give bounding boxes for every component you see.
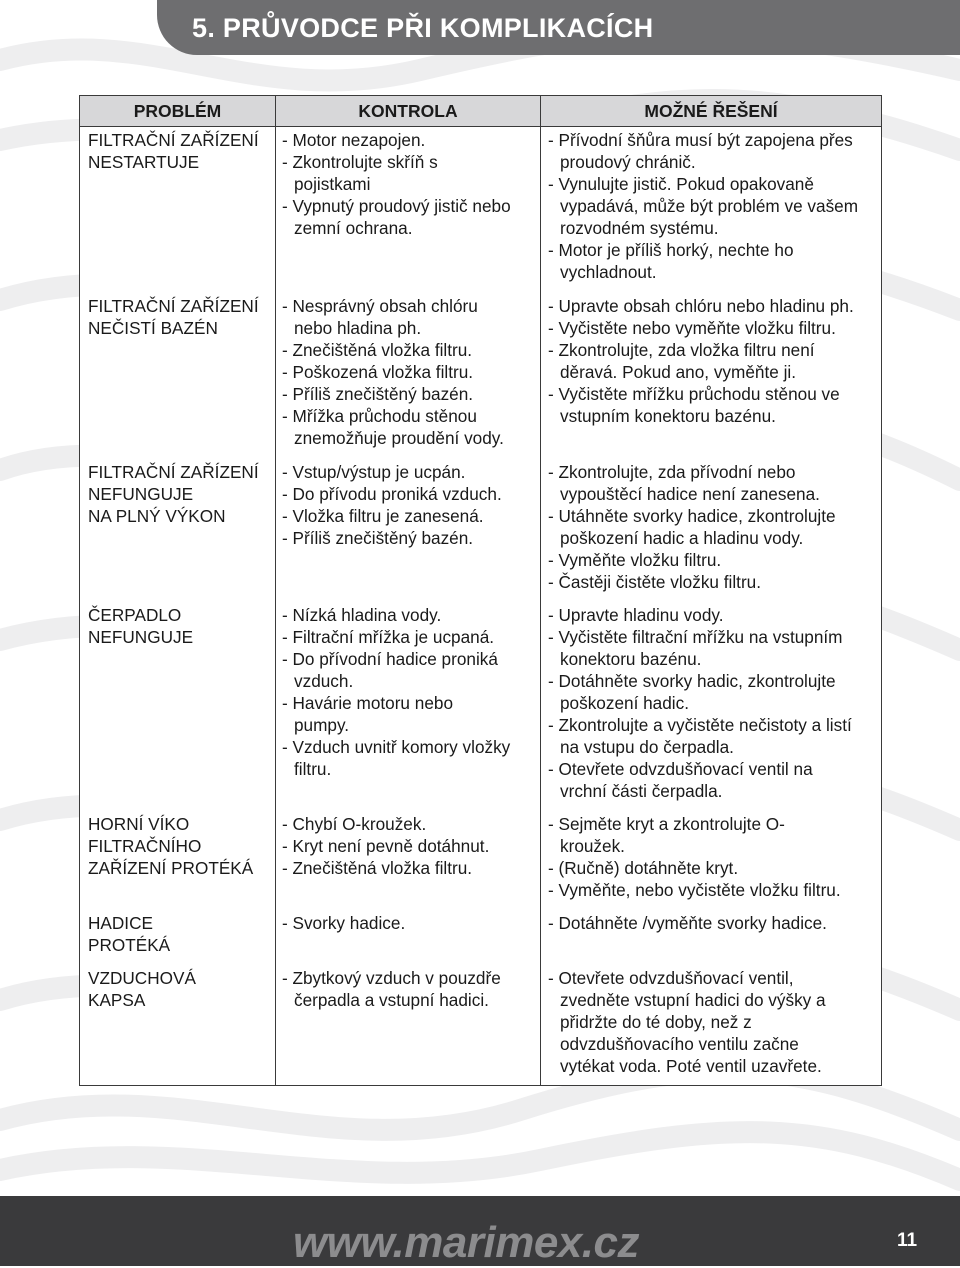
solution-item: - Zkontrolujte, zda přívodní nebo vypouštěcí hadice není zanesena. bbox=[548, 461, 820, 504]
solution-item: - (Ručně) dotáhněte kryt. bbox=[548, 857, 739, 878]
problem-line: HORNÍ VÍKO bbox=[88, 813, 190, 834]
check-item: - Do přívodu proniká vzduch. bbox=[282, 483, 502, 504]
check-cell bbox=[276, 127, 541, 293]
problem-line: FILTRAČNÍ ZAŘÍZENÍ bbox=[88, 461, 259, 482]
check-cell bbox=[276, 965, 541, 1086]
check-item: - Znečištěná vložka filtru. bbox=[282, 857, 473, 878]
solution-item: - Dotáhněte svorky hadic, zkontrolujte poškození hadic. bbox=[548, 670, 836, 713]
check-item: - Motor nezapojen. bbox=[282, 130, 426, 150]
solution-item: - Vyčistěte filtrační mřížku na vstupním konektoru bazénu. bbox=[548, 626, 843, 669]
check-cell bbox=[276, 811, 541, 910]
column-header-solution: MOŽNÉ ŘEŠENÍ bbox=[541, 96, 882, 127]
problem-line: FILTRAČNÍHO bbox=[88, 835, 202, 856]
solution-item: - Otevřete odvzdušňovací ventil, zvedněte vstupní hadici do výšky a přidržte do té doby, než z odvzdušňovacího ventilu začne vytékat voda. Poté ventil uzavřete. bbox=[548, 967, 826, 1076]
problem-line: FILTRAČNÍ ZAŘÍZENÍ bbox=[88, 295, 259, 316]
solution-item: - Sejměte kryt a zkontrolujte O-kroužek. bbox=[548, 813, 785, 856]
solution-item: - Zkontrolujte, zda vložka filtru není děravá. Pokud ano, vyměňte ji. bbox=[548, 339, 815, 382]
problem-cell bbox=[80, 965, 276, 1086]
solution-item: - Otevřete odvzdušňovací ventil na vrchní části čerpadla. bbox=[548, 758, 813, 801]
problem-line: KAPSA bbox=[88, 989, 146, 1010]
check-item: - Zbytkový vzduch v pouzdře čerpadla a vstupní hadici. bbox=[282, 967, 501, 1010]
page-title: 5. PRŮVODCE PŘI KOMPLIKACÍCH bbox=[192, 13, 654, 43]
column-header-problem: PROBLÉM bbox=[80, 96, 276, 127]
problem-cell bbox=[80, 910, 276, 965]
check-item: - Zkontrolujte skříň s pojistkami bbox=[282, 152, 438, 194]
troubleshooting-table bbox=[79, 95, 882, 1086]
check-item: - Znečištěná vložka filtru. bbox=[282, 339, 473, 360]
solution-item: - Motor je příliš horký, nechte ho vychladnout. bbox=[548, 240, 794, 282]
check-item: - Filtrační mřížka je ucpaná. bbox=[282, 626, 495, 647]
check-item: - Příliš znečištěný bazén. bbox=[282, 527, 474, 548]
solution-item: - Vynulujte jistič. Pokud opakovaně vypadává, může být problém ve vašem rozvodném systému. bbox=[548, 174, 859, 238]
table-row bbox=[80, 293, 882, 459]
check-cell bbox=[276, 910, 541, 965]
check-cell bbox=[276, 459, 541, 602]
problem-line: NEFUNGUJE bbox=[88, 483, 194, 504]
check-item: - Svorky hadice. bbox=[282, 912, 406, 933]
problem-cell bbox=[80, 127, 276, 293]
table-row bbox=[80, 602, 882, 811]
problem-cell bbox=[80, 293, 276, 459]
problem-line: ZAŘÍZENÍ PROTÉKÁ bbox=[88, 857, 254, 878]
solution-item: - Utáhněte svorky hadice, zkontrolujte poškození hadic a hladinu vody. bbox=[548, 505, 836, 548]
problem-cell bbox=[80, 602, 276, 811]
problem-line: ČERPADLO bbox=[88, 604, 182, 625]
solution-item: - Zkontrolujte a vyčistěte nečistoty a listí na vstupu do čerpadla. bbox=[548, 714, 852, 757]
check-item: - Vypnutý proudový jistič nebo zemní ochrana. bbox=[282, 196, 511, 238]
problem-line: VZDUCHOVÁ bbox=[88, 967, 196, 988]
check-cell bbox=[276, 602, 541, 811]
check-item: - Kryt není pevně dotáhnut. bbox=[282, 835, 490, 856]
check-item: - Mřížka průchodu stěnou znemožňuje proudění vody. bbox=[282, 405, 504, 448]
problem-cell bbox=[80, 811, 276, 910]
problem-line: HADICE bbox=[88, 912, 153, 933]
problem-line: FILTRAČNÍ ZAŘÍZENÍ bbox=[88, 130, 259, 150]
solution-item: - Častěji čistěte vložku filtru. bbox=[548, 571, 761, 592]
solution-cell bbox=[541, 910, 882, 965]
solution-item: - Přívodní šňůra musí být zapojena přes proudový chránič. bbox=[548, 130, 853, 172]
solution-item: - Dotáhněte /vyměňte svorky hadice. bbox=[548, 912, 827, 933]
page-number: 11 bbox=[897, 1230, 918, 1251]
footer-url: www.marimex.cz bbox=[293, 1218, 639, 1267]
check-item: - Poškozená vložka filtru. bbox=[282, 361, 474, 382]
solution-cell bbox=[541, 811, 882, 910]
check-item: - Nízká hladina vody. bbox=[282, 604, 442, 625]
problem-cell bbox=[80, 459, 276, 602]
table-row bbox=[80, 965, 882, 1086]
problem-line: NEFUNGUJE bbox=[88, 626, 194, 647]
problem-line: NEČISTÍ BAZÉN bbox=[88, 317, 218, 338]
problem-line: NESTARTUJE bbox=[88, 152, 200, 172]
solution-item: - Upravte hladinu vody. bbox=[548, 604, 724, 625]
check-item: - Vstup/výstup je ucpán. bbox=[282, 461, 466, 482]
solution-item: - Vyměňte, nebo vyčistěte vložku filtru. bbox=[548, 879, 841, 900]
check-item: - Nesprávný obsah chlóru nebo hladina ph. bbox=[282, 295, 478, 338]
solution-cell bbox=[541, 127, 882, 293]
column-header-check: KONTROLA bbox=[276, 96, 541, 127]
check-item: - Příliš znečištěný bazén. bbox=[282, 383, 474, 404]
check-item: - Vzduch uvnitř komory vložky filtru. bbox=[282, 736, 511, 779]
problem-line: PROTÉKÁ bbox=[88, 934, 171, 955]
table-row bbox=[80, 127, 882, 293]
table-row bbox=[80, 459, 882, 602]
table-header-row bbox=[80, 96, 882, 127]
solution-item: - Vyčistěte mřížku průchodu stěnou ve vstupním konektoru bazénu. bbox=[548, 383, 840, 426]
solution-item: - Vyměňte vložku filtru. bbox=[548, 549, 722, 570]
check-item: - Vložka filtru je zanesená. bbox=[282, 505, 484, 526]
solution-item: - Upravte obsah chlóru nebo hladinu ph. bbox=[548, 295, 854, 316]
table-row bbox=[80, 910, 882, 965]
solution-cell bbox=[541, 459, 882, 602]
problem-line: NA PLNÝ VÝKON bbox=[88, 505, 226, 526]
table-row bbox=[80, 811, 882, 910]
solution-cell bbox=[541, 293, 882, 459]
check-item: - Havárie motoru nebo pumpy. bbox=[282, 692, 454, 735]
check-item: - Chybí O-kroužek. bbox=[282, 813, 427, 834]
check-item: - Do přívodní hadice proniká vzduch. bbox=[282, 648, 498, 691]
solution-cell bbox=[541, 602, 882, 811]
check-cell bbox=[276, 293, 541, 459]
solution-item: - Vyčistěte nebo vyměňte vložku filtru. bbox=[548, 317, 836, 338]
solution-cell bbox=[541, 965, 882, 1086]
